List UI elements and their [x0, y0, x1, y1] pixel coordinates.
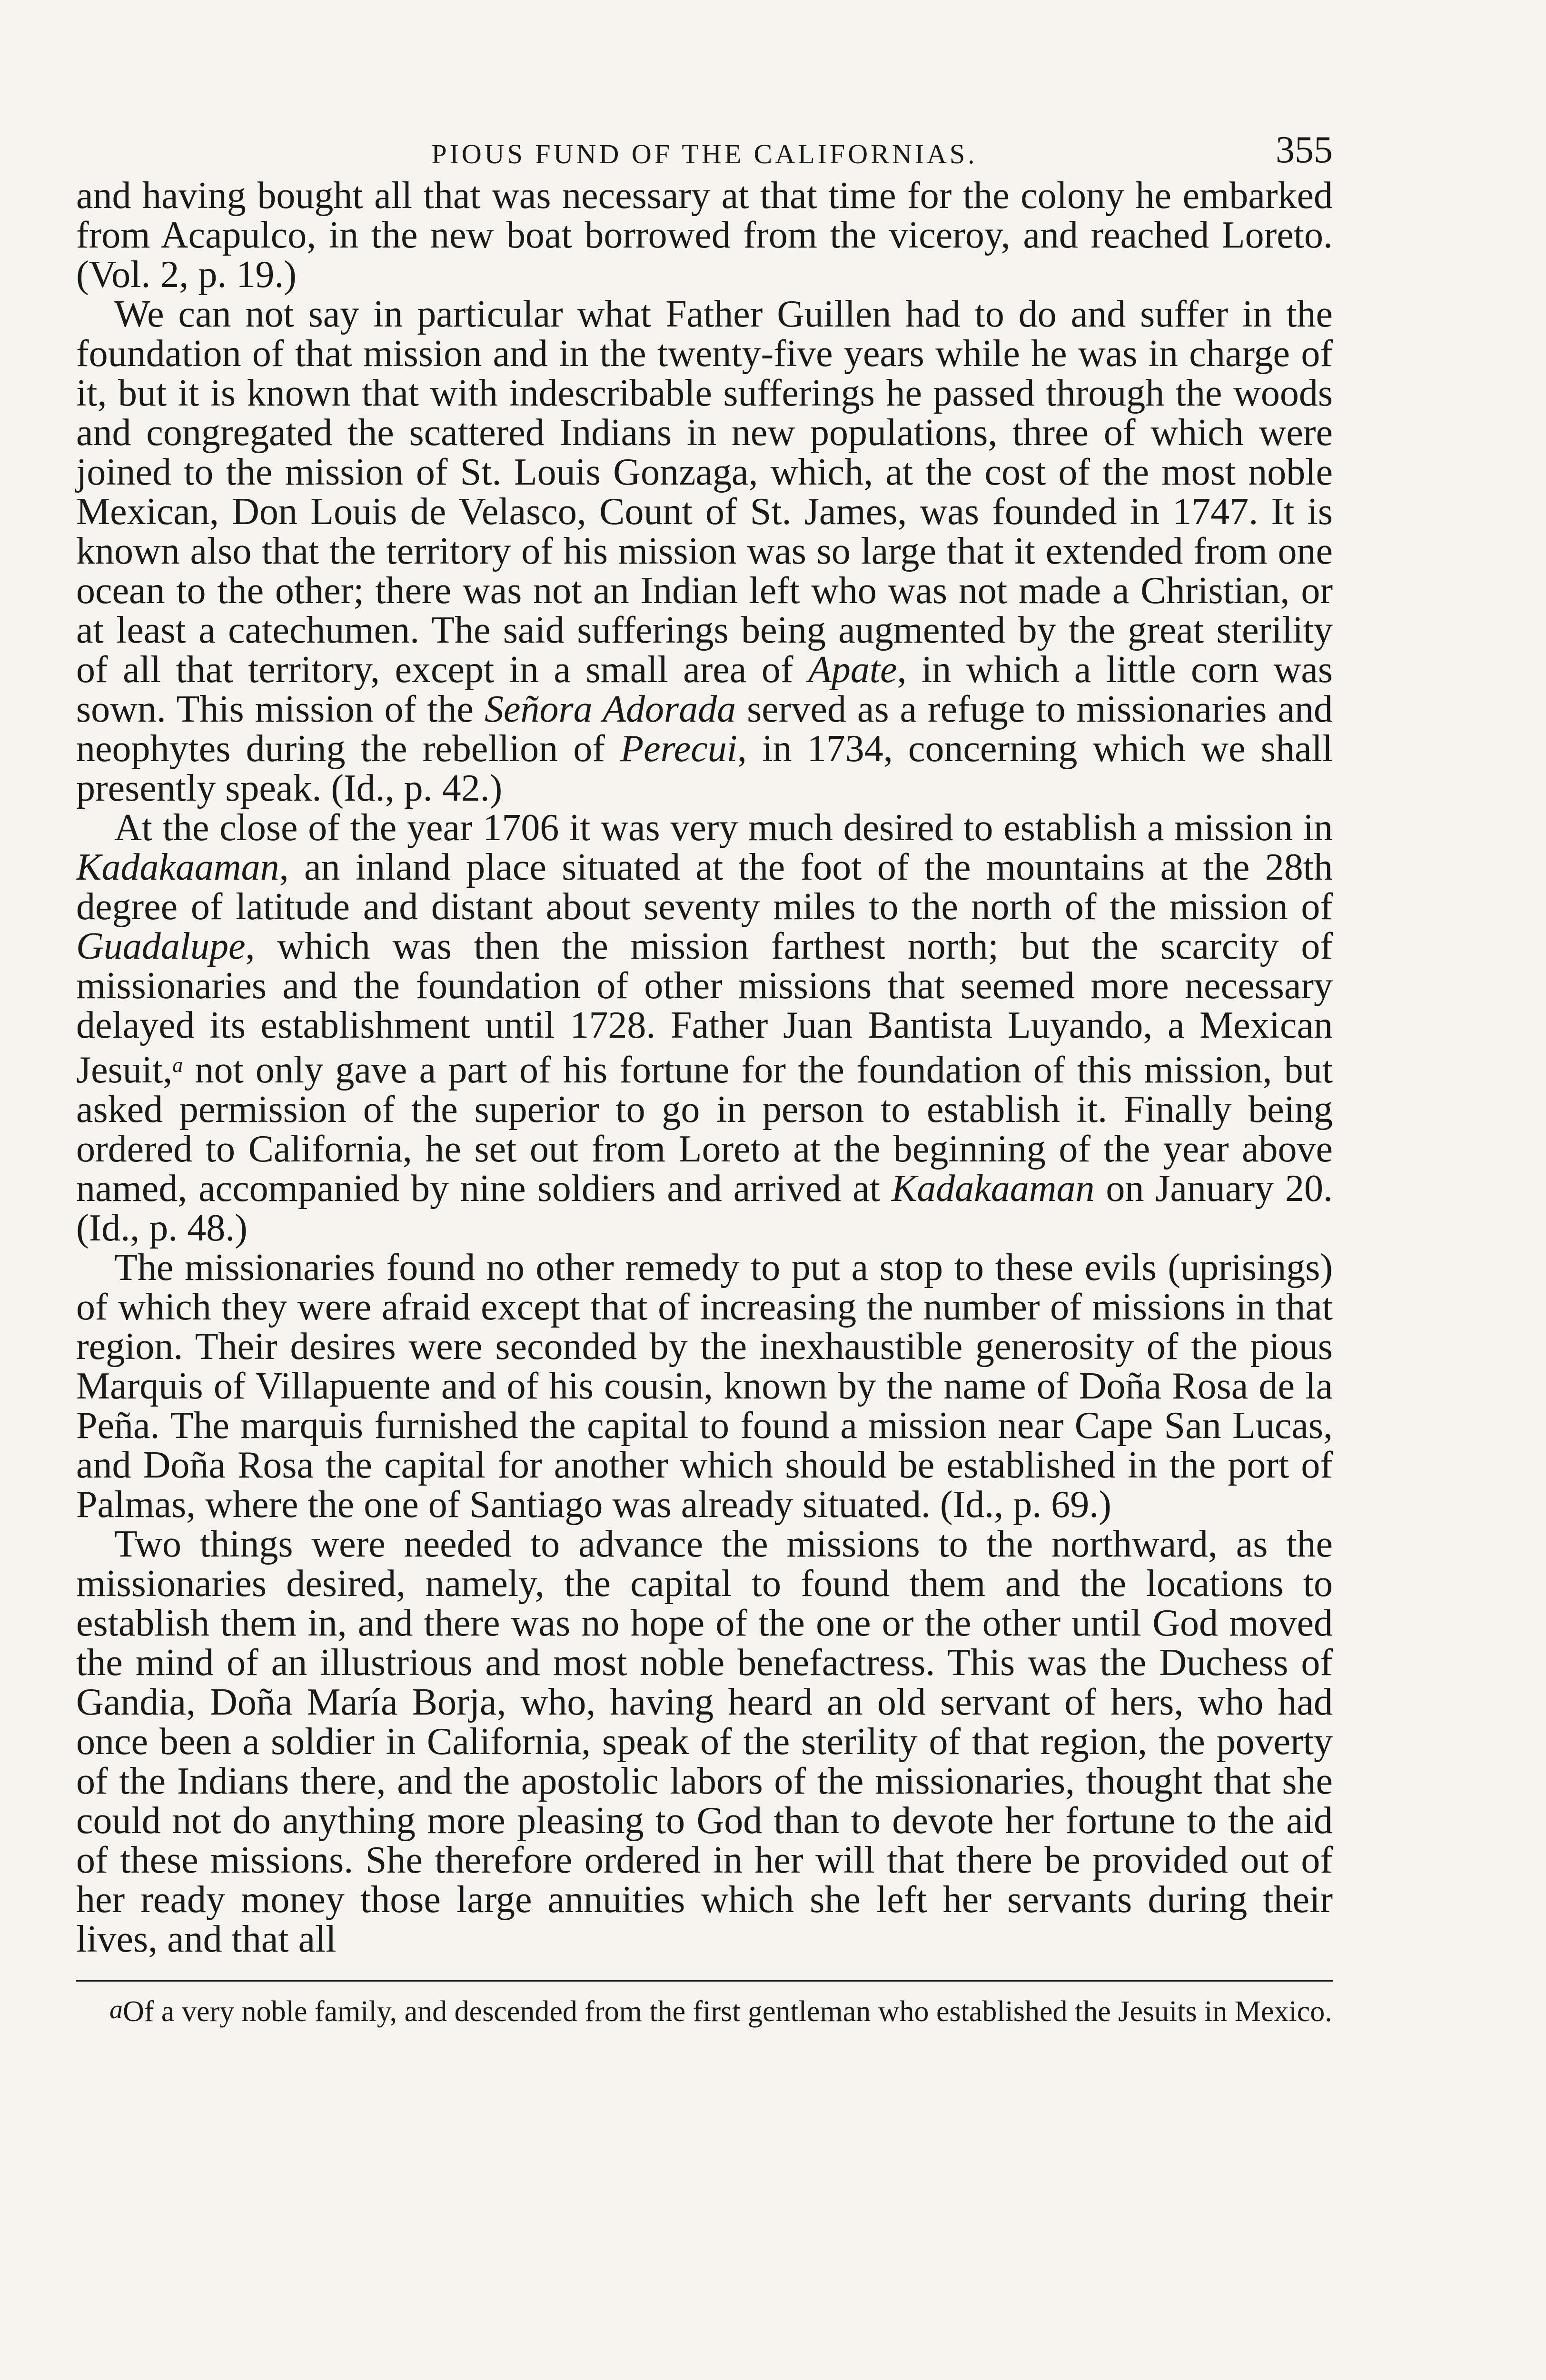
footnote-reference: a — [172, 1053, 183, 1077]
footnote-mark: a — [109, 1995, 123, 2024]
page-header — [76, 109, 1333, 176]
page-number: 355 — [1276, 129, 1333, 171]
mission-name-guadalupe: Guadalupe — [76, 925, 246, 967]
footnote-divider — [76, 1980, 1333, 1982]
page — [76, 109, 1333, 2027]
paragraph-2: We can not say in particular what Father Guillen had to do and suffer in the foundation of that mission and in the twenty-five years while he was in charge of it, but it is known that with indescribable sufferings he passed through the woods and congregated the scattered Indians in new populations, three of which were joined to the mission of St. Louis Gonzaga, which, at the cost of the most noble Mexican, Don Louis de Velasco, Count of St. James, was founded in 1747. It is known also that the territory of his mission was so large that it extended from one ocean to the other; there was not an Indian left who was not made a Christian, or at least a catechumen. The said sufferings being augmented by the great sterility of all that territory, except in a small area of Apate, in which a little corn was sown. This mission of the Señora Adorada served as a refuge to missionaries and neophytes during the rebellion of Perecui, in 1734, concerning which we shall presently speak. (Id., p. 42.) — [76, 293, 1333, 809]
paragraph-4: The missionaries found no other remedy to put a stop to these evils (uprisings) of which they were afraid except that of increasing the number of missions in that region. Their desires were seconded by the inexhaustible generosity of the pious Marquis of Villapuente and of his cousin, known by the name of Doña Rosa de la Peña. The marquis furnished the capital to found a mission near Cape San Lucas, and Doña Rosa the capital for another which should be established in the port of Palmas, where the one of Santiago was already situated. (Id., p. 69.) — [76, 1247, 1333, 1526]
mission-name-senora-adorada: Señora Adorada — [484, 688, 736, 730]
place-name-kadakaaman-2: Kadakaaman — [891, 1168, 1095, 1210]
running-head: PIOUS FUND OF THE CALIFORNIAS. — [431, 139, 978, 169]
footnote — [76, 1994, 1333, 2027]
paragraph-3: At the close of the year 1706 it was very much desired to establish a mission in Kadakaaman, an inland place situated at the foot of the mountains at the 28th degree of latitude and distant about seventy miles to the north of the mission of Guadalupe, which was then the mission farthest north; but the scarcity of missionaries and the foundation of other missions that seemed more necessary delayed its establishment until 1728. Father Juan Bantista Luyando, a Mexican Jesuit,$^a$ not only gave a part of his fortune for the foundation of this mission, but asked permission of the superior to go in person to establish it. Finally being ordered to California, he set out from Loreto at the beginning of the year above named, accompanied by nine soldiers and arrived at Kadakaaman on January 20. (Id., p. 48.) — [76, 807, 1333, 1249]
body-text — [76, 176, 1333, 1959]
place-name-kadakaaman: Kadakaaman — [76, 846, 279, 888]
person-name-perecui: Perecui — [620, 728, 738, 770]
paragraph-5: Two things were needed to advance the missions to the northward, as the missionaries desired, namely, the capital to found them and the locations to establish them in, and there was no hope of the one or the other until God moved the mind of an illustrious and most noble benefactress. This was the Duchess of Gandia, Doña María Borja, who, having heard an old servant of hers, who had once been a soldier in California, speak of the sterility of that region, the poverty of the Indians there, and the apostolic labors of the missionaries, thought that she could not do anything more pleasing to God than to devote her fortune to the aid of these missions. She therefore ordered in her will that there be provided out of her ready money those large annuities which she left her servants during their lives, and that all — [76, 1523, 1333, 1960]
paragraph-1: and having bought all that was necessary at that time for the colony he embarked from Acapulco, in the new boat borrowed from the viceroy, and reached Loreto. (Vol. 2, p. 19.) — [76, 175, 1333, 296]
footnote-text: Of a very noble family, and descended from the first gentleman who established the Jesuits in Mexico. — [123, 1995, 1332, 2028]
place-name-apate: Apate — [808, 649, 897, 691]
